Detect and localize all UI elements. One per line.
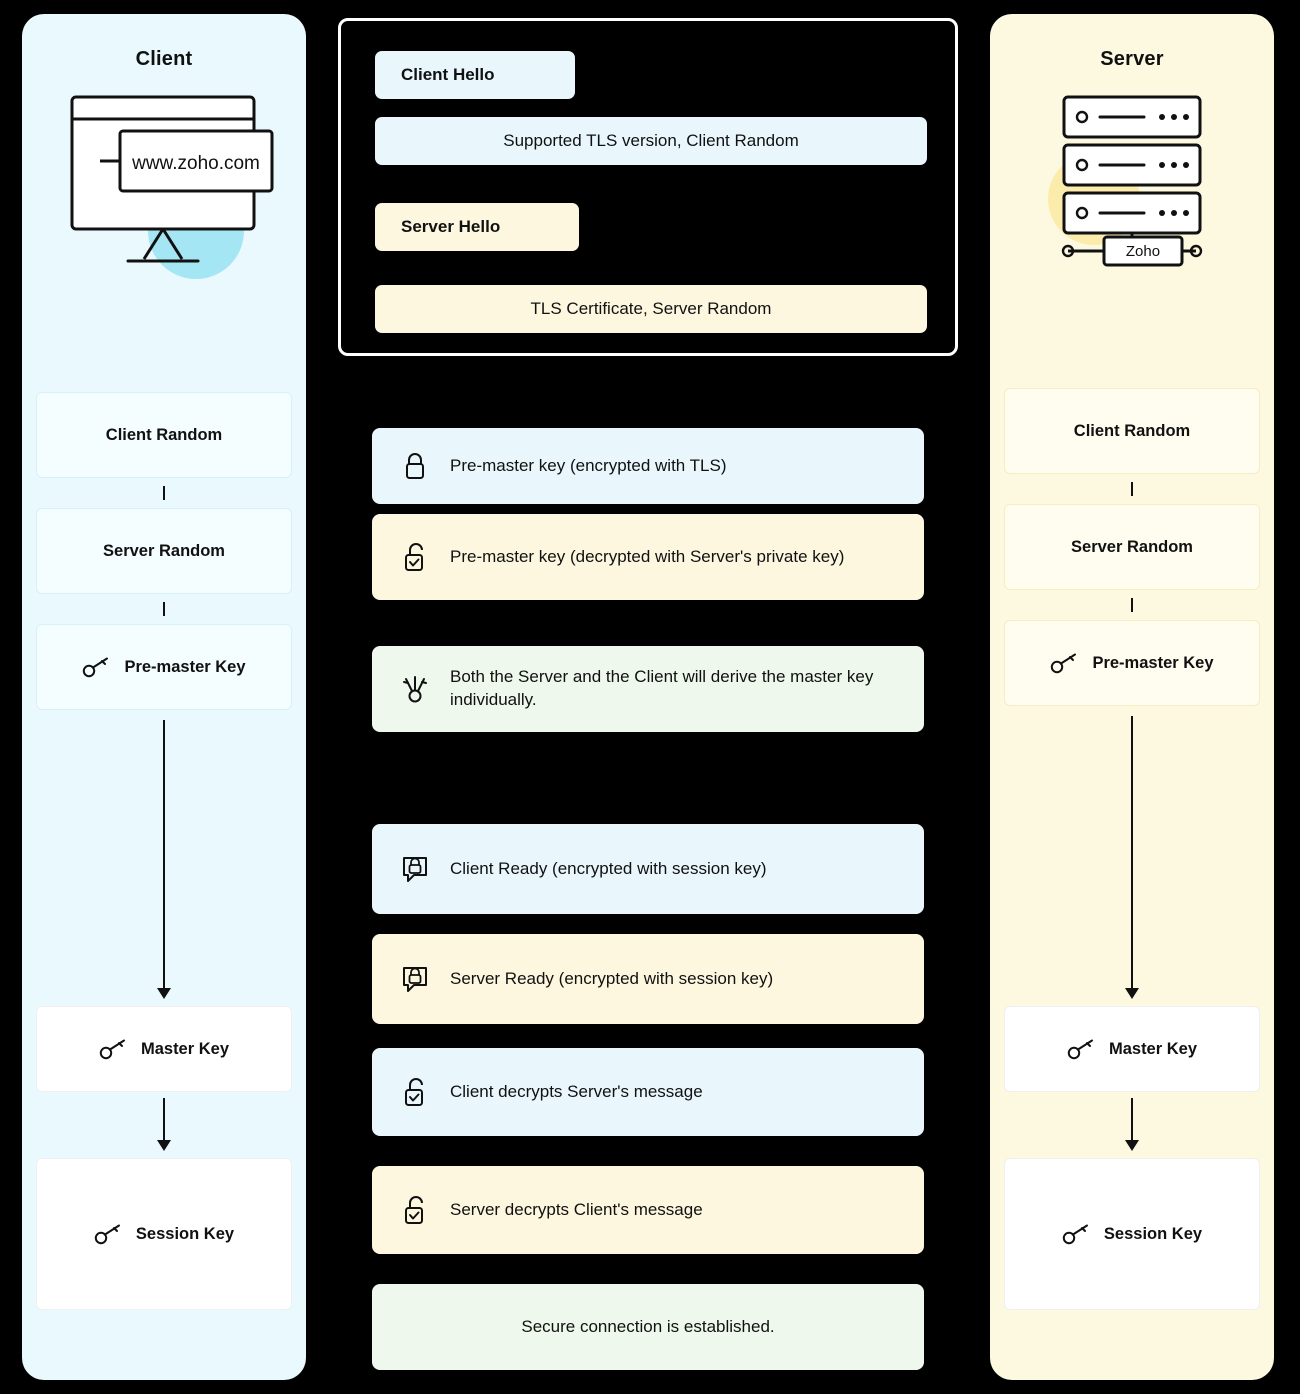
client-step-client-random xyxy=(36,392,292,478)
server-step-server-random xyxy=(1004,504,1260,590)
message-server-ready xyxy=(372,934,924,1024)
server-rack-icon xyxy=(1012,83,1252,283)
message-secure-connection xyxy=(372,1284,924,1370)
lock-open-check-icon xyxy=(398,1076,432,1108)
server-illustration xyxy=(990,71,1274,301)
server-step-label: Server Random xyxy=(1071,537,1193,556)
browser-url: www.zoho.com xyxy=(132,153,260,174)
lock-closed-icon xyxy=(398,451,432,481)
server-step-master-key xyxy=(1004,1006,1260,1092)
client-hello-details-label: Supported TLS version, Client Random xyxy=(503,131,799,150)
server-hello-pill xyxy=(375,203,579,251)
server-step-label: Pre-master Key xyxy=(1092,653,1214,672)
client-hello-details-pill xyxy=(375,117,927,165)
server-column xyxy=(990,14,1274,1380)
key-icon xyxy=(94,1223,122,1245)
server-title: Server xyxy=(1100,48,1164,70)
key-icon xyxy=(1062,1223,1090,1245)
lock-message-icon xyxy=(398,962,432,996)
key-icon xyxy=(1050,652,1078,674)
server-step-client-random xyxy=(1004,388,1260,474)
client-hello-label: Client Hello xyxy=(401,65,495,84)
message-label: Pre-master key (decrypted with Server's private key) xyxy=(450,546,845,566)
message-server-decrypts xyxy=(372,1166,924,1254)
client-step-pre-master-key xyxy=(36,624,292,710)
handshake-panel xyxy=(338,18,958,356)
message-pre-master-decrypted xyxy=(372,514,924,600)
client-step-label: Client Random xyxy=(105,425,223,444)
key-icon xyxy=(99,1038,127,1060)
keys-derive-icon xyxy=(398,672,432,706)
client-step-session-key xyxy=(36,1158,292,1310)
client-title: Client xyxy=(135,48,193,70)
server-hello-details-pill xyxy=(375,285,927,333)
message-label: Secure connection is established. xyxy=(521,1316,775,1336)
client-step-label: Master Key xyxy=(140,1039,230,1058)
message-label: Client Ready (encrypted with session key) xyxy=(450,858,767,878)
message-client-ready xyxy=(372,824,924,914)
message-label: Server decrypts Client's message xyxy=(450,1199,703,1219)
message-label: Pre-master key (encrypted with TLS) xyxy=(450,455,727,475)
client-column xyxy=(22,14,306,1380)
client-hello-pill xyxy=(375,51,575,99)
server-step-session-key xyxy=(1004,1158,1260,1310)
message-pre-master-encrypted xyxy=(372,428,924,504)
message-derive-master-key xyxy=(372,646,924,732)
client-step-server-random xyxy=(36,508,292,594)
message-label: Both the Server and the Client will derive the master key individually. xyxy=(450,667,874,709)
lock-message-icon xyxy=(398,852,432,886)
message-client-decrypts xyxy=(372,1048,924,1136)
client-step-label: Pre-master Key xyxy=(124,657,246,676)
message-label: Server Ready (encrypted with session key) xyxy=(450,968,774,988)
lock-open-check-icon xyxy=(398,1194,432,1226)
message-label: Client decrypts Server's message xyxy=(450,1081,703,1101)
server-tag-label: Zoho xyxy=(1125,243,1161,260)
lock-open-check-icon xyxy=(398,541,432,573)
server-hello-details-label: TLS Certificate, Server Random xyxy=(530,299,772,318)
client-step-label: Session Key xyxy=(135,1224,235,1243)
client-step-master-key xyxy=(36,1006,292,1092)
server-hello-label: Server Hello xyxy=(401,217,501,236)
client-illustration xyxy=(22,71,306,301)
client-step-label: Server Random xyxy=(103,541,225,560)
key-icon xyxy=(1067,1038,1095,1060)
server-step-label: Client Random xyxy=(1073,421,1191,440)
server-step-label: Session Key xyxy=(1103,1224,1203,1243)
monitor-icon xyxy=(44,83,284,283)
key-icon xyxy=(82,656,110,678)
server-step-pre-master-key xyxy=(1004,620,1260,706)
server-step-label: Master Key xyxy=(1108,1039,1198,1058)
